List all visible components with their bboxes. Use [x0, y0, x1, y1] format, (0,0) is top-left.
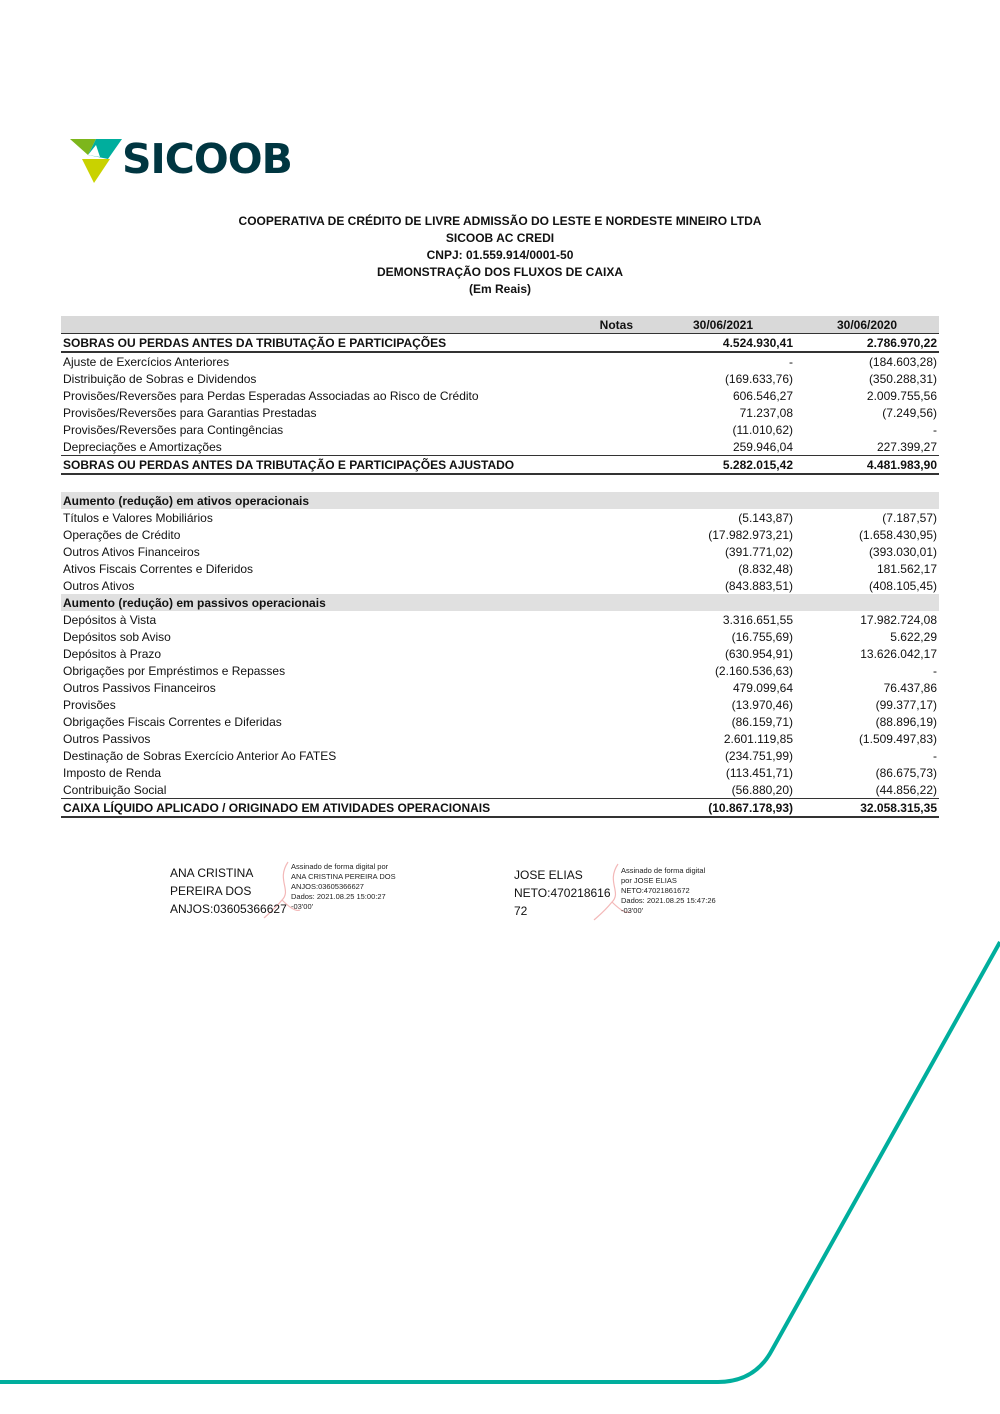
row-label: Operações de Crédito	[63, 527, 181, 542]
value-2021: (16.755,69)	[731, 629, 793, 644]
value-2021: -	[789, 354, 793, 369]
row-label: Distribuição de Sobras e Dividendos	[63, 371, 257, 386]
value-2020: (88.896,19)	[875, 714, 937, 729]
row-label: Depósitos à Vista	[63, 612, 157, 627]
row-label: Depreciações e Amortizações	[63, 439, 222, 454]
value-2020: (7.249,56)	[882, 405, 937, 420]
value-2021: 5.282.015,42	[651, 456, 795, 475]
value-2021: (234.751,99)	[724, 748, 793, 763]
value-2020: 2.786.970,22	[795, 334, 939, 353]
row-label: Contribuição Social	[63, 782, 167, 797]
row-label: Provisões/Reversões para Perdas Esperadas Associadas ao Risco de Crédito	[63, 388, 479, 403]
value-2020: 181.562,17	[876, 561, 937, 576]
row-label: Provisões	[63, 697, 116, 712]
value-2021: (86.159,71)	[731, 714, 793, 729]
row-label: SOBRAS OU PERDAS ANTES DA TRIBUTAÇÃO E PARTICIPAÇÕES AJUSTADO	[61, 456, 571, 475]
value-2021: (169.633,76)	[724, 371, 793, 386]
col-2021: 30/06/2021	[651, 316, 795, 334]
signature-detail-line: -03'00'	[291, 902, 314, 911]
value-2020: 2.009.755,56	[866, 388, 937, 403]
row-label: Títulos e Valores Mobiliários	[63, 510, 213, 525]
currency-note: (Em Reais)	[468, 282, 532, 296]
company-name: COOPERATIVA DE CRÉDITO DE LIVRE ADMISSÃO DO LESTE E NORDESTE MINEIRO LTDA	[238, 214, 762, 228]
value-2021: (56.880,20)	[731, 782, 793, 797]
value-2021: 2.601.119,85	[723, 731, 793, 746]
value-2021: 606.546,27	[732, 388, 793, 403]
signature-detail-line: NETO:47021861672	[621, 886, 690, 895]
value-2020: (184.603,28)	[868, 354, 937, 369]
value-2021: (2.160.536,63)	[714, 663, 793, 678]
signer-name-line: ANJOS:03605366627	[170, 902, 287, 916]
cnpj: CNPJ: 01.559.914/0001-50	[426, 248, 574, 262]
signature-detail-line: Assinado de forma digital	[621, 866, 706, 875]
row-label: CAIXA LÍQUIDO APLICADO / ORIGINADO EM ATIVIDADES OPERACIONAIS	[61, 799, 571, 818]
value-2020: 17.982.724,08	[860, 612, 937, 627]
signature-detail-line: por JOSE ELIAS	[621, 876, 677, 885]
value-2020: -	[933, 663, 937, 678]
value-2020: (408.105,45)	[868, 578, 937, 593]
signer-name-line: JOSE ELIAS	[514, 868, 583, 882]
row-label: Outros Passivos Financeiros	[63, 680, 216, 695]
row-label: Ajuste de Exercícios Anteriores	[63, 354, 230, 369]
signer-name-line: NETO:470218616	[514, 886, 611, 900]
value-2020: -	[933, 748, 937, 763]
value-2021: 479.099,64	[732, 680, 793, 695]
value-2020: -	[933, 422, 937, 437]
signature-detail-line: Dados: 2021.08.25 15:47:26	[621, 896, 716, 905]
value-2021: (843.883,51)	[724, 578, 793, 593]
row-label: Provisões/Reversões para Contingências	[63, 422, 284, 437]
row-label: Provisões/Reversões para Garantias Prestadas	[63, 405, 317, 420]
col-2020: 30/06/2020	[795, 316, 939, 334]
row-label: Outros Ativos Financeiros	[63, 544, 200, 559]
value-2021: (630.954,91)	[724, 646, 793, 661]
signer-name-line: ANA CRISTINA	[170, 866, 254, 880]
signature-detail-line: Assinado de forma digital por	[291, 862, 389, 871]
value-2021: (5.143,87)	[738, 510, 793, 525]
row-label: Ativos Fiscais Correntes e Diferidos	[63, 561, 254, 576]
value-2021: (391.771,02)	[724, 544, 793, 559]
value-2021: (13.970,46)	[731, 697, 793, 712]
value-2021: (17.982.973,21)	[708, 527, 793, 542]
value-2021: (113.451,71)	[725, 765, 793, 780]
value-2021: (8.832,48)	[738, 561, 793, 576]
value-2020: (86.675,73)	[875, 765, 937, 780]
company-short-name: SICOOB AC CREDI	[445, 231, 555, 245]
value-2021: (10.867.178,93)	[651, 799, 795, 818]
value-2020: (99.377,17)	[875, 697, 937, 712]
row-label: Obrigações Fiscais Correntes e Diferidas	[63, 714, 282, 729]
value-2020: 76.437,86	[883, 680, 937, 695]
value-2020: (1.509.497,83)	[858, 731, 937, 746]
value-2021: (11.010,62)	[732, 422, 793, 437]
logo-text: SICOOB	[122, 135, 292, 183]
value-2021: 3.316.651,55	[722, 612, 793, 627]
signer-name-line: PEREIRA DOS	[170, 884, 252, 898]
row-label: SOBRAS OU PERDAS ANTES DA TRIBUTAÇÃO E PARTICIPAÇÕES	[61, 334, 571, 353]
row-label: Outros Passivos	[63, 731, 151, 746]
value-2021: 71.237,08	[739, 405, 793, 420]
value-2020: (393.030,01)	[868, 544, 937, 559]
col-notas: Notas	[571, 316, 651, 334]
row-label: Obrigações por Empréstimos e Repasses	[63, 663, 286, 678]
value-2020: 4.481.983,90	[795, 456, 939, 475]
value-2020: 5.622,29	[890, 629, 937, 644]
row-label: Outros Ativos	[63, 578, 135, 593]
value-2020: (350.288,31)	[868, 371, 937, 386]
row-label: Imposto de Renda	[63, 765, 162, 780]
row-label: Destinação de Sobras Exercício Anterior Ao FATES	[63, 748, 337, 763]
value-2020: (44.856,22)	[875, 782, 937, 797]
row-label: Depósitos à Prazo	[63, 646, 162, 661]
signature-detail-line: -03'00'	[621, 906, 644, 915]
document-title: DEMONSTRAÇÃO DOS FLUXOS DE CAIXA	[376, 265, 623, 279]
row-label: Aumento (redução) em passivos operacionais	[61, 594, 571, 611]
value-2020: (7.187,57)	[882, 510, 937, 525]
signer-name-line: 72	[514, 904, 528, 918]
signature-detail-line: ANJOS:03605366627	[291, 882, 364, 891]
row-label: Aumento (redução) em ativos operacionais	[61, 492, 571, 509]
signature-detail-line: Dados: 2021.08.25 15:00:27	[291, 892, 386, 901]
value-2020: 227.399,27	[876, 439, 937, 454]
signature-detail-line: ANA CRISTINA PEREIRA DOS	[291, 872, 396, 881]
value-2020: 13.626.042,17	[860, 646, 937, 661]
value-2021: 4.524.930,41	[651, 334, 795, 353]
row-label: Depósitos sob Aviso	[63, 629, 171, 644]
value-2021: 259.946,04	[732, 439, 793, 454]
value-2020: (1.658.430,95)	[858, 527, 937, 542]
value-2020: 32.058.315,35	[795, 799, 939, 818]
